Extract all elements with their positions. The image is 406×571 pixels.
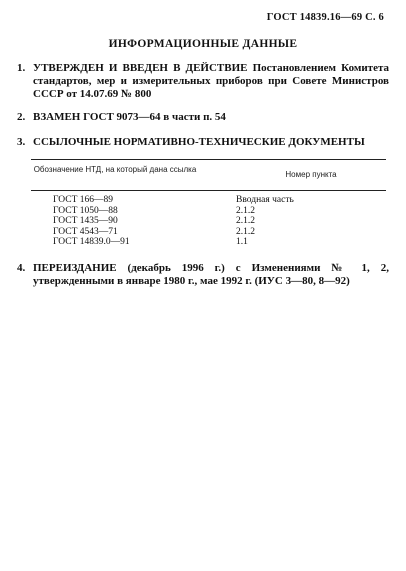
table-header [31,159,386,191]
table-body [31,195,386,248]
table-row [31,227,386,238]
row-clause: 2.1.2 [236,226,255,237]
row-clause: 1.1 [236,237,248,247]
section-1-body [33,62,389,101]
section-2-number: 2. [17,111,26,123]
table-row [31,195,386,206]
section-1 [17,62,389,101]
row-doc: ГОСТ 1050—88 [53,205,118,216]
row-clause: 2.1.2 [236,216,255,226]
section-4-body: ПЕРЕИЗДАНИЕ (декабрь 1996 г.) с Изменениями № 1, 2, утвержденными в январе 1980 г., мае 1992 г. (ИУС 3—80, 8—92) [33,262,389,287]
row-doc: ГОСТ 14839.0—91 [53,237,130,247]
section-4-number: 4. [17,262,26,274]
row-doc: ГОСТ 166—89 [53,195,113,205]
page-title: ИНФОРМАЦИОННЫЕ ДАННЫЕ [108,38,298,50]
section-2-body: ВЗАМЕН ГОСТ 9073—64 в части п. 54 [33,111,226,123]
row-clause: 2.1.2 [236,205,255,216]
header-clause-number: Номер пункта [285,170,337,179]
table-row [31,206,386,217]
section-3 [17,136,389,149]
section-2 [17,111,389,124]
row-clause: Вводная часть [236,195,294,205]
section-1-number: 1. [17,62,26,74]
section-4 [17,262,389,288]
table-row [31,216,386,227]
page-header: ГОСТ 14839.16—69 С. 6 [266,12,384,23]
row-doc: ГОСТ 1435—90 [53,216,118,226]
table-row [31,237,386,248]
section-3-number: 3. [17,136,26,148]
section-1-lead: УТВЕРЖДЕН И ВВЕДЕН В ДЕЙСТВИЕ [33,62,248,74]
section-1-text: Постановлением Комитета стандартов, мер и измерительных приборов при Совете Министров СССР от 14.07.69 № 800 [33,62,390,100]
section-3-body: ССЫЛОЧНЫЕ НОРМАТИВНО-ТЕХНИЧЕСКИЕ ДОКУМЕНТЫ [33,136,365,148]
row-doc: ГОСТ 4543—71 [53,226,118,237]
header-ntd-designation: Обозначение НТД, на который дана ссылка [33,165,197,174]
references-table [31,159,386,248]
